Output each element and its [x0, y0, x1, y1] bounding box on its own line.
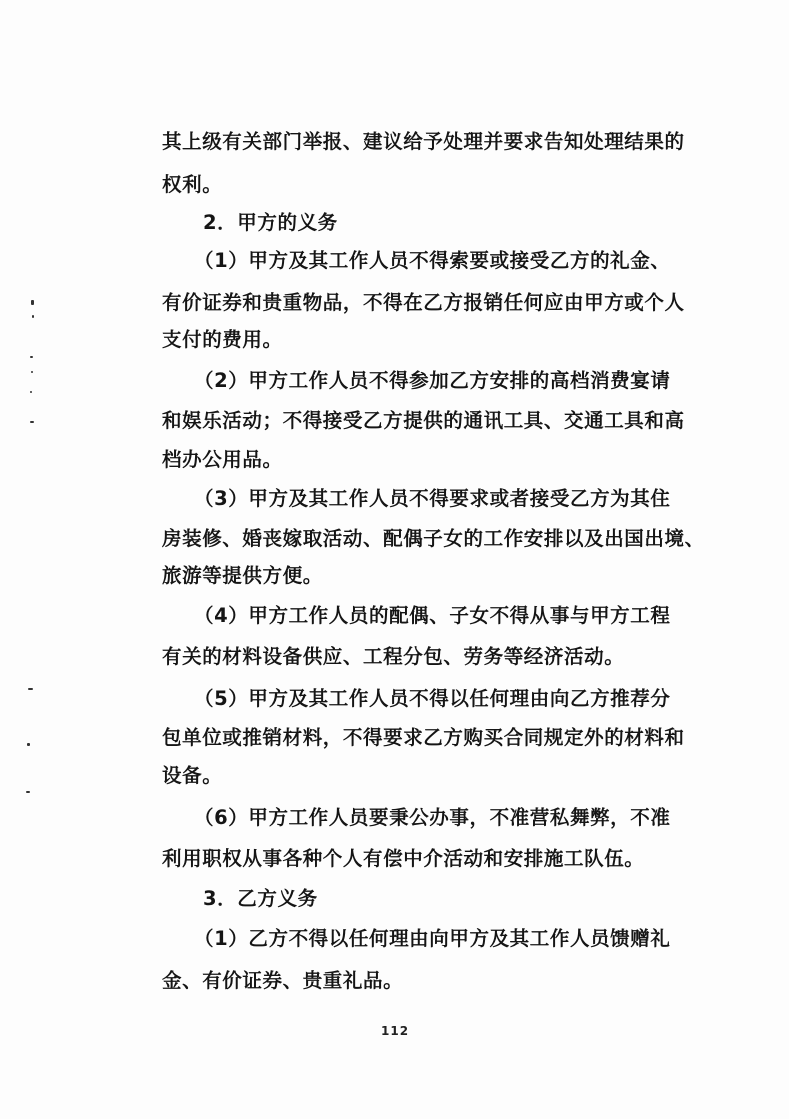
text-line: 有价证券和贵重物品，不得在乙方报销任何应由甲方或个人 — [162, 291, 685, 314]
text-line: 房装修、婚丧嫁取活动、配偶子女的工作安排以及出国出境、 — [162, 527, 705, 550]
scan-speck — [30, 421, 34, 423]
text-line: （1）甲方及其工作人员不得索要或接受乙方的礼金、 — [194, 249, 671, 272]
text-line: 旅游等提供方便。 — [162, 564, 323, 587]
scan-speck — [28, 688, 33, 690]
scan-speck — [30, 391, 32, 393]
text-line: 利用职权从事各种个人有偿中介活动和安排施工队伍。 — [162, 847, 645, 870]
text-line: （4）甲方工作人员的配偶、子女不得从事与甲方工程 — [194, 604, 671, 627]
text-line: 金、有价证券、贵重礼品。 — [162, 969, 404, 992]
text-line: （6）甲方工作人员要秉公办事，不准营私舞弊，不准 — [194, 806, 671, 829]
text-line: 档办公用品。 — [162, 448, 283, 471]
scan-speck — [32, 315, 34, 318]
scan-speck — [30, 356, 33, 358]
section-heading: 2．甲方的义务 — [203, 211, 338, 234]
page-number: 112 — [381, 1024, 410, 1038]
text-line: 支付的费用。 — [162, 328, 283, 351]
section-heading: 3．乙方义务 — [203, 887, 318, 910]
scan-speck — [31, 300, 34, 305]
scan-speck — [27, 743, 30, 746]
scan-speck — [31, 371, 33, 373]
text-line: （1）乙方不得以任何理由向甲方及其工作人员馈赠礼 — [194, 927, 671, 950]
text-line: （3）甲方及其工作人员不得要求或者接受乙方为其住 — [194, 487, 671, 510]
text-line: 设备。 — [162, 764, 223, 787]
text-line: （5）甲方及其工作人员不得以任何理由向乙方推荐分 — [194, 687, 671, 710]
text-line: 和娱乐活动；不得接受乙方提供的通讯工具、交通工具和高 — [162, 409, 685, 432]
text-line: （2）甲方工作人员不得参加乙方安排的高档消费宴请 — [194, 369, 671, 392]
text-line: 有关的材料设备供应、工程分包、劳务等经济活动。 — [162, 645, 625, 668]
scan-speck — [26, 791, 30, 793]
text-line: 包单位或推销材料，不得要求乙方购买合同规定外的材料和 — [162, 726, 685, 749]
text-line: 其上级有关部门举报、建议给予处理并要求告知处理结果的 — [162, 130, 685, 153]
text-line: 权利。 — [162, 173, 223, 196]
